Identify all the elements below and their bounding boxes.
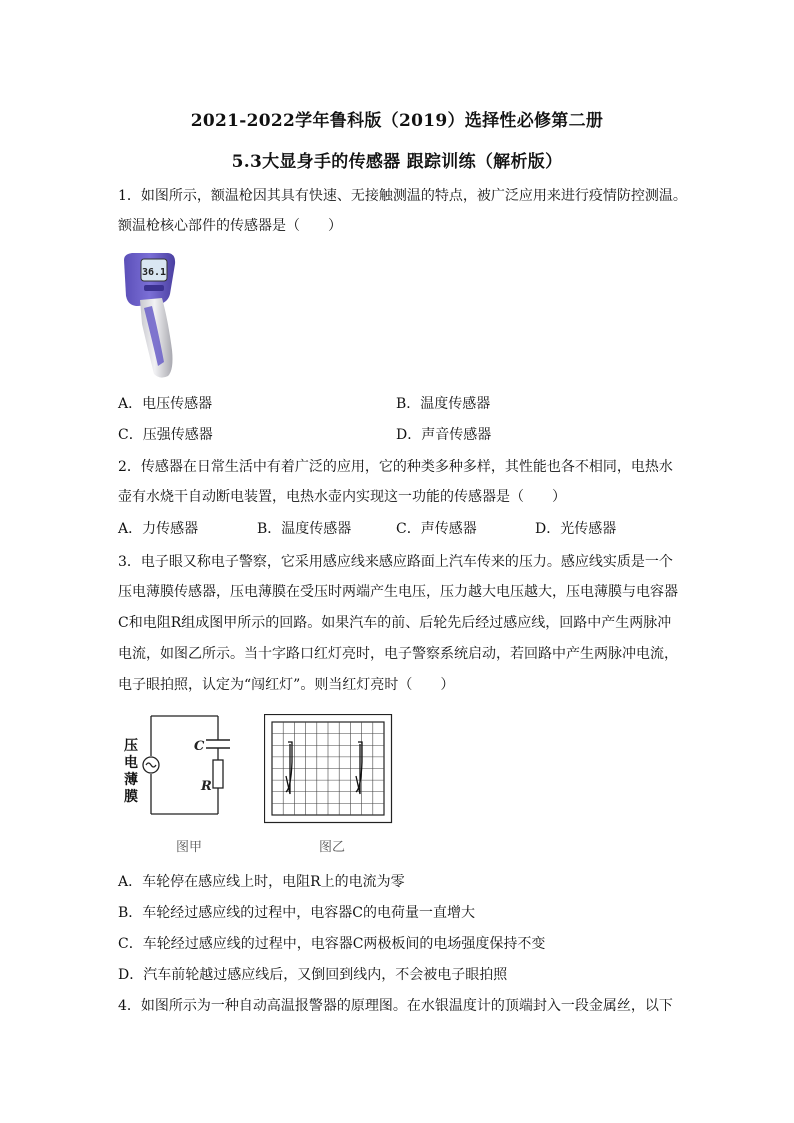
q3-stem-line-3: C和电阻R组成图甲所示的回路。如果汽车的前、后轮先后经过感应线，回路中产生两脉冲 bbox=[118, 615, 672, 631]
q2-option-d: D．光传感器 bbox=[535, 521, 617, 537]
figure-b-caption: 图乙 bbox=[319, 840, 346, 855]
pulse-graph bbox=[264, 714, 394, 824]
q3-stem-line-4: 电流，如图乙所示。当十字路口红灯亮时，电子警察系统启动，若回路中产生两脉冲电流， bbox=[118, 646, 678, 662]
document-title: 2021-2022学年鲁科版（2019）选择性必修第二册 bbox=[190, 111, 604, 131]
q3-option-d: D．汽车前轮越过感应线后，又倒回到线内，不会被电子眼拍照 bbox=[118, 967, 508, 983]
q3-stem-line-2: 压电薄膜传感器，压电薄膜在受压时两端产生电压，压力越大电压越大，压电薄膜与电容器 bbox=[118, 584, 678, 600]
q1-option-b: B．温度传感器 bbox=[396, 396, 491, 412]
source-label: 压电薄膜 bbox=[124, 738, 138, 805]
q1-stem-line-1: 1．如图所示，额温枪因其具有快速、无接触测温的特点，被广泛应用来进行疫情防控测温。 bbox=[118, 188, 687, 204]
q3-stem-line-5: 电子眼拍照，认定为“闯红灯”。则当红灯亮时（ ） bbox=[118, 677, 455, 693]
q3-option-a: A．车轮停在感应线上时，电阻R上的电流为零 bbox=[118, 874, 405, 890]
q2-option-a: A．力传感器 bbox=[118, 521, 199, 537]
figure-a-caption: 图甲 bbox=[176, 840, 203, 855]
q1-option-c: C．压强传感器 bbox=[118, 427, 213, 443]
q2-option-b: B．温度传感器 bbox=[257, 521, 352, 537]
thermometer-gun-image bbox=[118, 250, 184, 382]
q2-option-c: C．声传感器 bbox=[396, 521, 477, 537]
q1-stem-line-2: 额温枪核心部件的传感器是（ ） bbox=[118, 218, 342, 234]
resistor-label: R bbox=[201, 779, 212, 794]
q4-stem-line-1: 4．如图所示为一种自动高温报警器的原理图。在水银温度计的顶端封入一段金属丝，以下 bbox=[118, 998, 673, 1014]
q2-stem-line-1: 2．传感器在日常生活中有着广泛的应用，它的种类多种多样，其性能也各不相同，电热水 bbox=[118, 459, 673, 475]
q2-stem-line-2: 壶有水烧干自动断电装置，电热水壶内实现这一功能的传感器是（ ） bbox=[118, 489, 566, 505]
thermometer-display: 36.1 bbox=[141, 267, 167, 278]
q3-option-b: B．车轮经过感应线的过程中，电容器C的电荷量一直增大 bbox=[118, 905, 475, 921]
document-subtitle: 5.3大显身手的传感器 跟踪训练（解析版） bbox=[231, 152, 563, 172]
resistor-icon bbox=[213, 760, 223, 788]
q3-option-c: C．车轮经过感应线的过程中，电容器C两极板间的电场强度保持不变 bbox=[118, 936, 546, 952]
capacitor-icon bbox=[206, 740, 230, 748]
capacitor-label: C bbox=[194, 739, 205, 754]
q3-stem-line-1: 3．电子眼又称电子警察，它采用感应线来感应路面上汽车传来的压力。感应线实质是一个 bbox=[118, 554, 673, 570]
q1-option-a: A．电压传感器 bbox=[118, 396, 213, 412]
q1-option-d: D．声音传感器 bbox=[396, 427, 492, 443]
